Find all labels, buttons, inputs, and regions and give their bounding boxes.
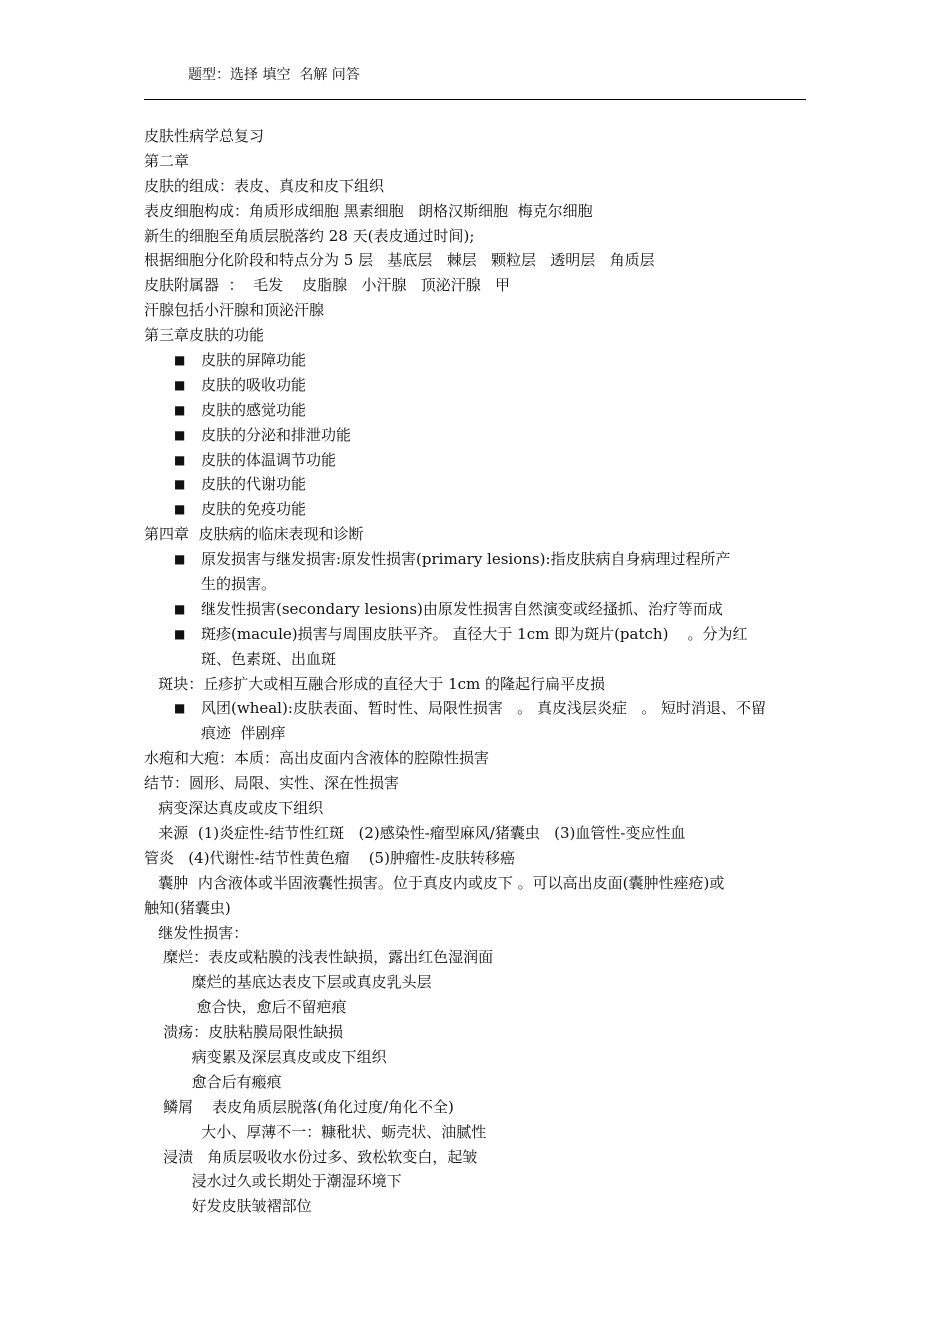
bullet-item bbox=[144, 622, 806, 672]
text-line: 第三章皮肤的功能 bbox=[144, 326, 265, 345]
text-line: 愈合后有瘢痕 bbox=[144, 1072, 282, 1091]
text-line: 糜烂的基底达表皮下层或真皮乳头层 bbox=[144, 973, 432, 992]
bullet-text: 继发性损害(secondary lesions)由原发性损害自然演变或经搔抓、治疗等而成 bbox=[201, 599, 723, 618]
bullet-square-icon: ■ bbox=[174, 502, 186, 517]
bullet-item bbox=[144, 423, 806, 448]
question-types-header: 题型：选择 填空 名解 问答 bbox=[188, 67, 360, 83]
bullet-text: 皮肤的吸收功能 bbox=[201, 375, 307, 394]
bullet-square-icon: ■ bbox=[174, 402, 186, 417]
text-line: 皮肤附属器 ： 毛发 皮脂腺 小汗腺 顶泌汗腺 甲 bbox=[144, 276, 511, 295]
bullet-text: 皮肤的分泌和排泄功能 bbox=[201, 425, 352, 444]
bullet-text: 皮肤的体温调节功能 bbox=[201, 450, 337, 469]
bullet-square-icon: ■ bbox=[174, 601, 186, 616]
bullet-text: 皮肤的代谢功能 bbox=[201, 475, 307, 494]
text-line: 水疱和大疱：本质：高出皮面内含液体的腔隙性损害 bbox=[144, 749, 490, 768]
text-line: 皮肤性病学总复习 bbox=[144, 127, 265, 145]
text-line: 汗腺包括小汗腺和顶泌汗腺 bbox=[144, 301, 325, 320]
text-line: 病变深达真皮或皮下组织 bbox=[144, 799, 324, 818]
text-line: 病变累及深层真皮或皮下组织 bbox=[144, 1047, 387, 1066]
bullet-text: 风团(wheal):皮肤表面、暂时性、局限性损害 。 真皮浅层炎症 。 短时消退、不留 bbox=[201, 699, 767, 718]
bullet-item bbox=[144, 547, 806, 597]
bullet-square-icon: ■ bbox=[174, 452, 186, 467]
bullet-text: 斑疹(macule)损害与周围皮肤平齐。 直径大于 1cm 即为斑片(patch) 。分为红 bbox=[201, 624, 748, 643]
text-line: 溃疡：皮肤粘膜局限性缺损 bbox=[144, 1023, 344, 1042]
text-line: 大小、厚薄不一：糠秕状、蛎壳状、油腻性 bbox=[144, 1122, 487, 1141]
bullet-text-continuation: 痕迹 伴剧痒 bbox=[201, 724, 286, 743]
bullet-item bbox=[144, 448, 806, 473]
bullet-item bbox=[144, 373, 806, 398]
bullet-text: 皮肤的免疫功能 bbox=[201, 500, 307, 519]
bullet-text: 原发损害与继发损害:原发性损害(primary lesions):指皮肤病自身病理过程所产 bbox=[201, 550, 731, 569]
text-line: 好发皮肤皱褶部位 bbox=[144, 1197, 312, 1216]
bullet-square-icon: ■ bbox=[174, 477, 186, 492]
text-line: 皮肤的组成：表皮、真皮和皮下组织 bbox=[144, 176, 385, 195]
bullet-text: 皮肤的感觉功能 bbox=[201, 400, 307, 419]
bullet-item bbox=[144, 472, 806, 497]
bullet-square-icon: ■ bbox=[174, 552, 186, 567]
text-line: 愈合快，愈后不留疤痕 bbox=[144, 998, 347, 1017]
text-line: 触知(猪囊虫) bbox=[144, 898, 231, 917]
bullet-item bbox=[144, 398, 806, 423]
bullet-text-continuation: 生的损害。 bbox=[201, 575, 277, 594]
text-line: 鳞屑 表皮角质层脱落(角化过度/角化不全) bbox=[144, 1097, 454, 1116]
text-line: 浸渍 角质层吸收水份过多、致松软变白，起皱 bbox=[144, 1147, 478, 1166]
text-line: 第四章 皮肤病的临床表现和诊断 bbox=[144, 525, 364, 544]
text-line: 结节：圆形、局限、实性、深在性损害 bbox=[144, 774, 400, 793]
text-line: 第二章 bbox=[144, 151, 190, 170]
text-line: 新生的细胞至角质层脱落约 28 天(表皮通过时间); bbox=[144, 226, 475, 245]
bullet-item bbox=[144, 497, 806, 522]
header-rule bbox=[144, 99, 806, 100]
bullet-square-icon: ■ bbox=[174, 377, 186, 392]
bullet-item bbox=[144, 348, 806, 373]
bullet-square-icon: ■ bbox=[174, 701, 186, 716]
text-line: 根据细胞分化阶段和特点分为 5 层 基底层 棘层 颗粒层 透明层 角质层 bbox=[144, 251, 655, 270]
text-line: 囊肿 内含液体或半固液囊性损害。位于真皮内或皮下 。可以高出皮面(囊肿性痤疮)或 bbox=[144, 873, 725, 892]
text-line: 浸水过久或长期处于潮湿环境下 bbox=[144, 1172, 402, 1191]
document-body bbox=[144, 124, 806, 1219]
bullet-square-icon: ■ bbox=[174, 427, 186, 442]
text-line: 表皮细胞构成：角质形成细胞 黑素细胞 朗格汉斯细胞 梅克尔细胞 bbox=[144, 201, 593, 220]
text-line: 斑块：丘疹扩大或相互融合形成的直径大于 1cm 的隆起行扁平皮损 bbox=[144, 674, 606, 693]
bullet-text: 皮肤的屏障功能 bbox=[201, 351, 307, 370]
bullet-text-continuation: 斑、色素斑、出血斑 bbox=[201, 649, 337, 668]
text-line: 来源 (1)炎症性-结节性红斑 (2)感染性-瘤型麻风/猪囊虫 (3)血管性-变应性血 bbox=[144, 823, 686, 842]
text-line: 继发性损害： bbox=[144, 923, 249, 942]
bullet-item bbox=[144, 597, 806, 622]
bullet-item bbox=[144, 696, 806, 746]
bullet-square-icon: ■ bbox=[174, 353, 186, 368]
text-line: 糜烂：表皮或粘膜的浅表性缺损，露出红色湿润面 bbox=[144, 948, 494, 967]
bullet-square-icon: ■ bbox=[174, 626, 186, 641]
text-line: 管炎 (4)代谢性-结节性黄色瘤 (5)肿瘤性-皮肤转移癌 bbox=[144, 848, 516, 867]
